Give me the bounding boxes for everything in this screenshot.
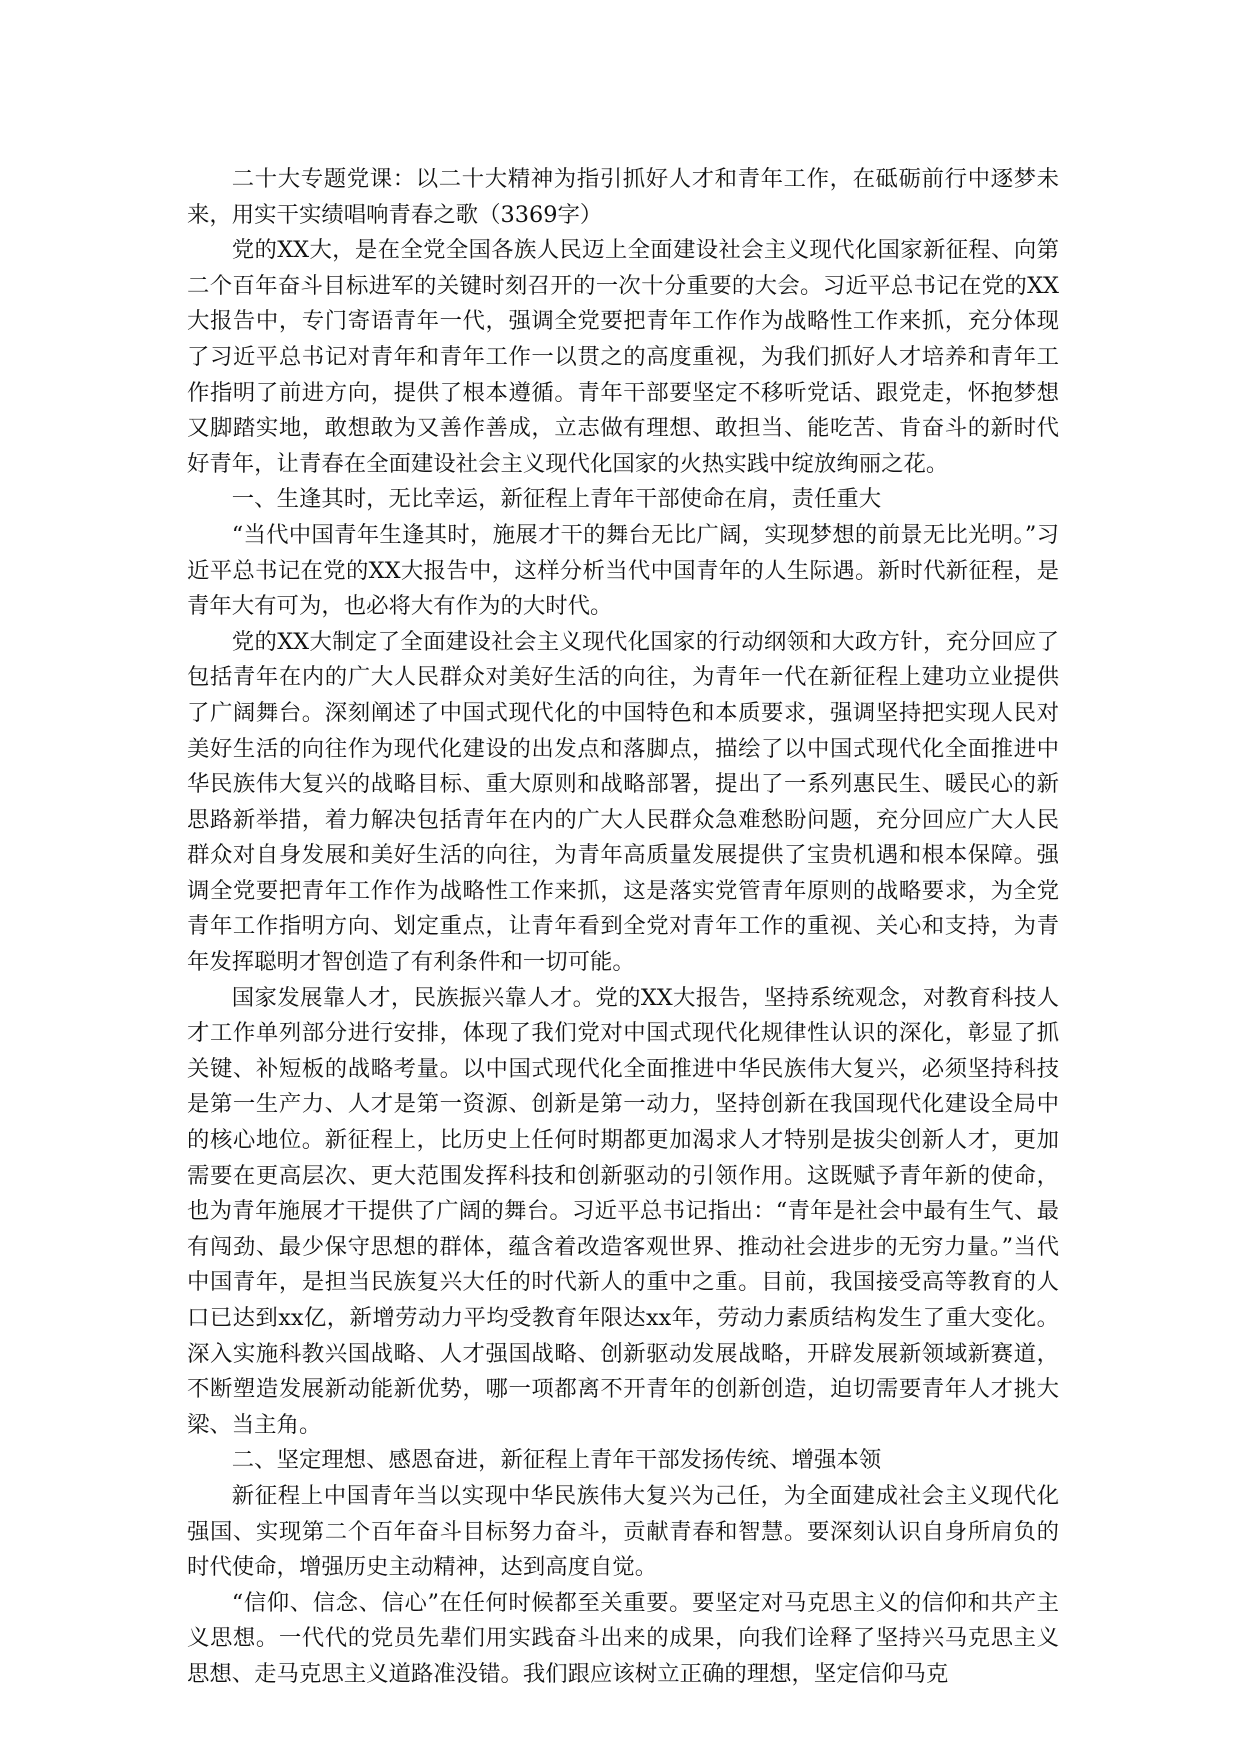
paragraph: 党的XX大，是在全党全国各族人民迈上全面建设社会主义现代化国家新征程、向第二个百年奋斗目标进军的关键时刻召开的一次十分重要的大会。习近平总书记在党的XX大报告中，专门寄语青年一代，强调全党要把青年工作作为战略性工作来抓，充分体现了习近平总书记对青年和青年工作一以贯之的高度重视，为我们抓好人才培养和青年工作指明了前进方向，提供了根本遵循。青年干部要坚定不移听党话、跟党走，怀抱梦想又脚踏实地，敢想敢为又善作善成，立志做有理想、敢担当、能吃苦、肯奋斗的新时代好青年，让青春在全面建设社会主义现代化国家的火热实践中绽放绚丽之花。: [187, 237, 1059, 477]
paragraph: 党的XX大制定了全面建设社会主义现代化国家的行动纲领和大政方针，充分回应了包括青年在内的广大人民群众对美好生活的向往，为青年一代在新征程上建功立业提供了广阔舞台。深刻阐述了中国式现代化的中国特色和本质要求，强调坚持把实现人民对美好生活的向往作为现代化建设的出发点和落脚点，描绘了以中国式现代化全面推进中华民族伟大复兴的战略目标、重大原则和战略部署，提出了一系列惠民生、暖民心的新思路新举措，着力解决包括青年在内的广大人民群众急难愁盼问题，充分回应广大人民群众对自身发展和美好生活的向往，为青年高质量发展提供了宝贵机遇和根本保障。强调全党要把青年工作作为战略性工作来抓，这是落实党管青年原则的战略要求，为全党青年工作指明方向、划定重点，让青年看到全党对青年工作的重视、关心和支持，为青年发挥聪明才智创造了有利条件和一切可能。: [187, 628, 1059, 976]
document-title: 二十大专题党课：以二十大精神为指引抓好人才和青年工作，在砥砺前行中逐梦未来，用实干实绩唱响青春之歌（3369字）: [187, 166, 1059, 228]
paragraph: 新征程上中国青年当以实现中华民族伟大复兴为己任，为全面建成社会主义现代化强国、实现第二个百年奋斗目标努力奋斗，贡献青春和智慧。要深刻认识自身所肩负的时代使命，增强历史主动精神，达到高度自觉。: [187, 1482, 1059, 1581]
paragraph: “当代中国青年生逢其时，施展才干的舞台无比广阔，实现梦想的前景无比光明。”习近平总书记在党的XX大报告中，这样分析当代中国青年的人生际遇。新时代新征程，是青年大有可为，也必将大有作为的大时代。: [187, 521, 1059, 620]
section-heading: 一、生逢其时，无比幸运，新征程上青年干部使命在肩，责任重大: [231, 486, 882, 513]
document-body: [187, 162, 1059, 1693]
paragraph: “信仰、信念、信心”在任何时候都至关重要。要坚定对马克思主义的信仰和共产主义思想。一代代的党员先辈们用实践奋斗出来的成果，向我们诠释了坚持兴马克思主义思想、走马克思主义道路准没错。我们跟应该树立正确的理想，坚定信仰马克: [187, 1589, 1059, 1687]
section-heading: 二、坚定理想、感恩奋进，新征程上青年干部发扬传统、增强本领: [231, 1447, 882, 1474]
paragraph: 国家发展靠人才，民族振兴靠人才。党的XX大报告，坚持系统观念，对教育科技人才工作单列部分进行安排，体现了我们党对中国式现代化规律性认识的深化，彰显了抓关键、补短板的战略考量。以中国式现代化全面推进中华民族伟大复兴，必须坚持科技是第一生产力、人才是第一资源、创新是第一动力，坚持创新在我国现代化建设全局中的核心地位。新征程上，比历史上任何时期都更加渴求人才特别是拔尖创新人才，更加需要在更高层次、更大范围发挥科技和创新驱动的引领作用。这既赋予青年新的使命，也为青年施展才干提供了广阔的舞台。习近平总书记指出：“青年是社会中最有生气、最有闯劲、最少保守思想的群体，蕴含着改造客观世界、推动社会进步的无穷力量。”当代中国青年，是担当民族复兴大任的时代新人的重中之重。目前，我国接受高等教育的人口已达到xx亿，新增劳动力平均受教育年限达xx年，劳动力素质结构发生了重大变化。深入实施科教兴国战略、人才强国战略、创新驱动发展战略，开辟发展新领域新赛道，不断塑造发展新动能新优势，哪一项都离不开青年的创新创造，迫切需要青年人才挑大梁、当主角。: [187, 984, 1059, 1438]
